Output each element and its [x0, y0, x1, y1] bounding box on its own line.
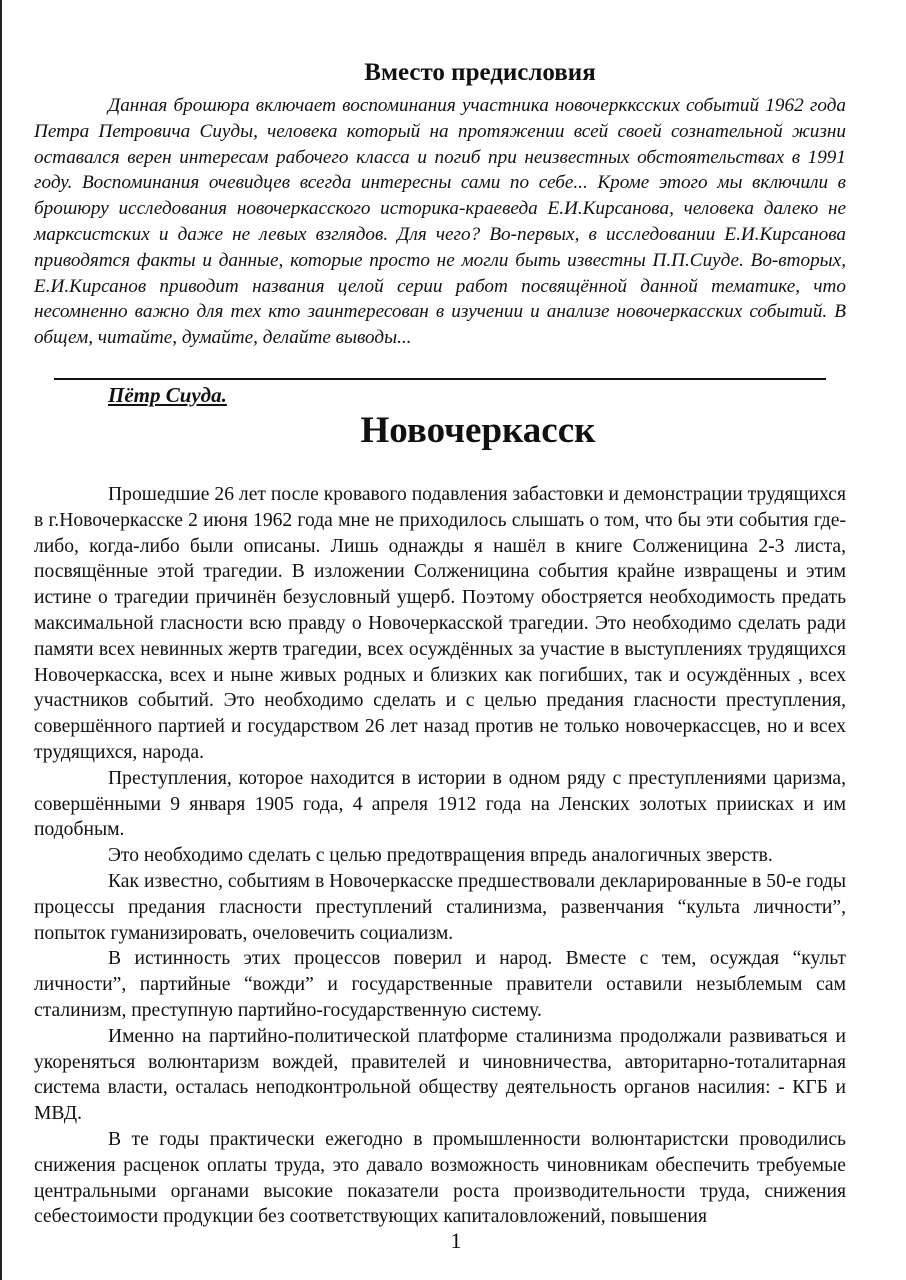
body-text	[34, 482, 846, 1230]
paragraph: В те годы практически ежегодно в промышленности волюнтаристски проводились снижения расценок оплаты труда, это давало возможность чиновникам обеспечить требуемые центральными органами высокие показатели роста производительности труда, снижения себестоимости продукции без соответствующих капиталовложений, повышения	[34, 1128, 846, 1228]
preface-text: Данная брошюра включает воспоминания участника новочеркксских событий 1962 года Петра Петровича Сиуды, человека который на протяжении всей своей сознательной жизни оставался верен интересам рабочего класса и погиб при неизвестных обстоятельствах в 1991 году. Воспоминания очевидцев всегда интересны сами по себе... Кроме этого мы включили в брошюру исследования новочеркасского историка-краеведа Е.И.Кирсанова, человека далеко не марксистских и даже не левых взглядов. Для чего? Во-первых, в исследовании Е.И.Кирсанова приводятся факты и данные, которые просто не могли быть известны П.П.Сиуде. Во-вторых, Е.И.Кирсанов приводит названия целой серии работ посвящённой данной тематике, что несомненно важно для тех кто заинтересован в изучении и анализе новочеркасских событий. В общем, читайте, думайте, делайте выводы...	[34, 95, 846, 349]
paragraph: В истинность этих процессов поверил и народ. Вместе с тем, осуждая “культ личности”, партийные “вожди” и государственные правители оставили незыблемым сам сталинизм, преступную партийно-государственную систему.	[34, 948, 846, 1021]
paragraph: Именно на партийно-политической платформе сталинизма продолжали развиваться и укореняться волюнтаризм вождей, правителей и чиновничества, авторитарно-тоталитарная система власти, осталась неподконтрольной обществу деятельность органов насилия: - КГБ и МВД.	[34, 1025, 846, 1125]
paragraph: Как известно, событиям в Новочеркасске предшествовали декларированные в 50-е годы процессы предания гласности преступлений сталинизма, развенчания “культа личности”, попыток гуманизировать, очеловечить социализм.	[34, 870, 846, 944]
paragraph: Преступления, которое находится в истории в одном ряду с преступлениями царизма, совершёнными 9 января 1905 года, 4 апреля 1912 года на Ленских золотых приисках и им подобным.	[34, 767, 846, 841]
paragraph: Это необходимо сделать с целью предотвращения впредь аналогичных зверств.	[108, 845, 773, 867]
page-number: 1	[450, 1228, 462, 1253]
preface-title: Вместо предисловия	[364, 59, 596, 86]
main-title: Новочеркасск	[360, 410, 596, 451]
paragraph: Прошедшие 26 лет после кровавого подавления забастовки и демонстрации трудящихся в г.Новочеркасске 2 июня 1962 года мне не приходилось слышать о том, что бы эти события где-либо, когда-либо были описаны. Лишь однажды я нашёл в книге Солженицина 2-3 листа, посвящённые этой трагедии. В изложении Солженицина события крайне извращены и этим истине о трагедии причинён безусловный ущерб. Поэтому обостряется необходимость предать максимальной гласности всю правду о Новочеркасской трагедии. Это необходимо сделать ради памяти всех невинных жертв трагедии, всех осуждённых за участие в выступлениях трудящихся Новочеркасска, всех и ныне живых родных и близких как погибших, так и осуждённых , всех участников событий. Это необходимо сделать и с целью предания гласности преступления, совершённого партией и государством 26 лет назад против не только новочеркассцев, но и всех трудящихся, народа.	[34, 484, 846, 763]
author-name: Пётр Сиуда.	[108, 383, 227, 407]
